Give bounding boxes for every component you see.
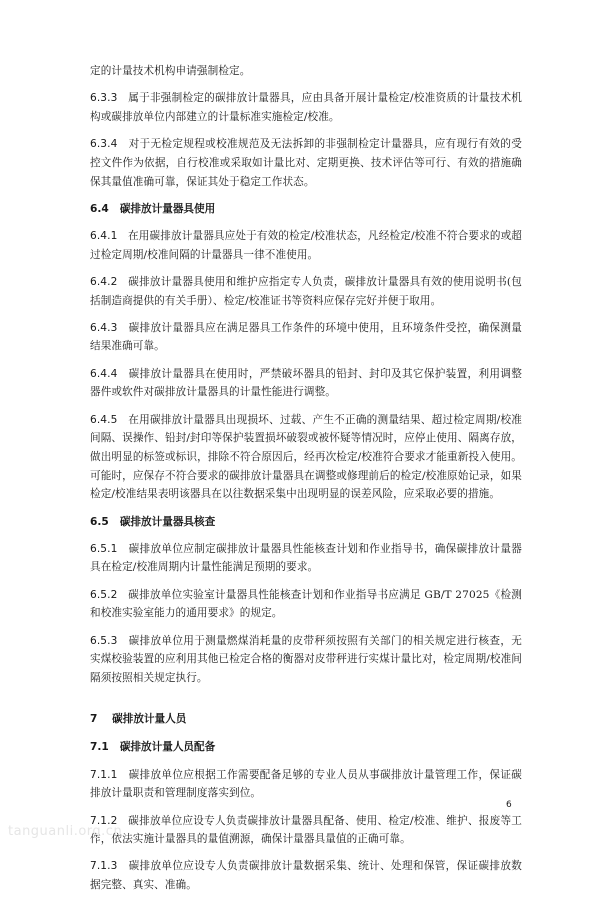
clause-gap	[117, 635, 128, 647]
clause-gap	[117, 230, 128, 242]
clause-paragraph	[90, 857, 522, 894]
clause-gap	[109, 203, 120, 215]
clause-paragraph	[90, 540, 522, 577]
clause-text: 对于无检定规程或校准规范及无法拆卸的非强制检定计量器具，应有现行有效的受控文件作为依据，自行校准或采取如计量比对、定期更换、技术评估等可行、有效的措施确保其量值准确可靠，保证其处于稳定工作状态。	[90, 138, 522, 188]
clause-text: 碳排放计量器具应在满足器具工作条件的环境中使用，且环境条件受控，确保测量结果准确可靠。	[90, 321, 522, 353]
section-heading	[90, 738, 522, 757]
section-heading	[90, 200, 522, 219]
clause-paragraph	[90, 62, 522, 81]
chapter-heading	[90, 710, 522, 729]
clause-gap	[117, 589, 128, 601]
clause-gap	[117, 368, 128, 380]
clause-text: 碳排放单位应根据工作需要配备足够的专业人员从事碳排放计量管理工作，保证碳排放计量职责和管理制度落实到位。	[90, 768, 522, 800]
clause-text: 碳排放计量器具核查	[119, 515, 216, 528]
clause-paragraph	[90, 89, 522, 126]
clause-gap	[117, 276, 128, 288]
clause-number: 6.3.4	[90, 138, 118, 151]
document-body	[90, 62, 522, 903]
clause-text: 碳排放计量器具使用	[119, 202, 216, 215]
clause-text: 碳排放单位应设专人负责碳排放计量器具配备、使用、检定/校准、维护、报废等工作，依法实施计量器具的量值溯源，确保计量器具量值的正确可靠。	[90, 814, 522, 846]
clause-text: 碳排放计量人员	[112, 712, 187, 725]
clause-text: 碳排放单位应设专人负责碳排放计量数据采集、统计、处理和保管，保证碳排放数据完整、真实、准确。	[90, 860, 522, 892]
clause-text: 碳排放计量人员配备	[119, 741, 216, 754]
clause-gap	[117, 322, 128, 334]
clause-text: 定的计量技术机构申请强制检定。	[90, 65, 251, 77]
clause-number: 6.5.3	[90, 634, 118, 647]
clause-number: 6.4.1	[90, 229, 118, 242]
clause-paragraph	[90, 273, 522, 310]
clause-gap	[117, 138, 128, 150]
clause-gap	[117, 543, 128, 555]
clause-number: 6.3.3	[90, 92, 118, 105]
section-heading	[90, 513, 522, 532]
clause-text: 碳排放单位应制定碳排放计量器具性能核查计划和作业指导书，确保碳排放计量器具在检定/校准周期内计量性能满足预期的要求。	[90, 542, 522, 574]
clause-number: 6.4.4	[90, 367, 118, 380]
clause-paragraph	[90, 632, 522, 688]
clause-text: 在用碳排放计量器具应处于有效的检定/校准状态，凡经检定/校准不符合要求的或超过检定周期/校准间隔的计量器具一律不准使用。	[90, 229, 523, 261]
clause-number: 7.1.1	[90, 768, 118, 781]
clause-number: 6.5	[90, 515, 109, 528]
clause-number: 7.1.2	[90, 814, 118, 827]
document-content	[90, 62, 522, 895]
clause-gap	[117, 92, 128, 104]
clause-number: 7.1.3	[90, 860, 118, 873]
clause-number: 6.4.5	[90, 413, 118, 426]
clause-number: 7	[90, 712, 98, 725]
clause-number: 6.5.1	[90, 542, 118, 555]
clause-number: 6.4.2	[90, 275, 118, 288]
clause-text: 碳排放单位实验室计量器具性能核查计划和作业指导书应满足 GB/T 27025《检测和校准实验室能力的通用要求》的规定。	[90, 588, 522, 620]
clause-number: 7.1	[90, 741, 109, 754]
clause-paragraph	[90, 812, 522, 849]
clause-paragraph	[90, 227, 522, 264]
clause-paragraph	[90, 319, 522, 356]
watermark: tanguanli.org.cn	[8, 824, 123, 839]
clause-gap	[117, 860, 128, 872]
clause-number: 6.4.3	[90, 321, 118, 334]
clause-gap	[117, 414, 128, 426]
clause-paragraph	[90, 135, 522, 191]
clause-text: 在用碳排放计量器具出现损坏、过载、产生不正确的测量结果、超过检定周期/校准间隔、误操作、铅封/封印等保护装置损坏破裂或被怀疑等情况时，应停止使用、隔离存放，做出明显的标签或标识，排除不符合原因后，经再次检定/校准符合要求才能重新投入使用。可能时，应保存不符合要求的碳排放计量器具在调整或修理前后的检定/校准原始记录，如果检定/校准结果表明该器具在以往数据采集中出现明显的误差风险，应采取必要的措施。	[90, 413, 522, 501]
clause-text: 碳排放计量器具使用和维护应指定专人负责，碳排放计量器具有效的使用说明书(包括制造商提供的有关手册）、检定/校准证书等资料应保存完好并便于取用。	[90, 275, 522, 307]
clause-text: 碳排放计量器具在使用时，严禁破坏器具的铅封、封印及其它保护装置，利用调整器件或软件对碳排放计量器具的计量性能进行调整。	[90, 367, 522, 399]
clause-paragraph	[90, 411, 522, 505]
clause-gap	[117, 769, 128, 781]
clause-gap	[109, 516, 120, 528]
clause-paragraph	[90, 586, 522, 623]
clause-gap	[109, 741, 120, 753]
clause-gap	[97, 713, 112, 725]
clause-text: 属于非强制检定的碳排放计量器具，应由具备开展计量检定/校准资质的计量技术机构或碳排放单位内部建立的计量标准实施检定/校准。	[90, 92, 522, 123]
clause-number: 6.4	[90, 202, 109, 215]
clause-text: 碳排放单位用于测量燃煤消耗量的皮带秤须按照有关部门的相关规定进行核查，无实煤校验装置的应利用其他已检定合格的衡器对皮带秤进行实煤计量比对，检定周期/校准间隔须按照相关规定执行。	[90, 634, 522, 684]
page-number: 6	[506, 800, 512, 810]
clause-paragraph	[90, 365, 522, 402]
clause-paragraph	[90, 766, 522, 803]
clause-number: 6.5.2	[90, 588, 118, 601]
